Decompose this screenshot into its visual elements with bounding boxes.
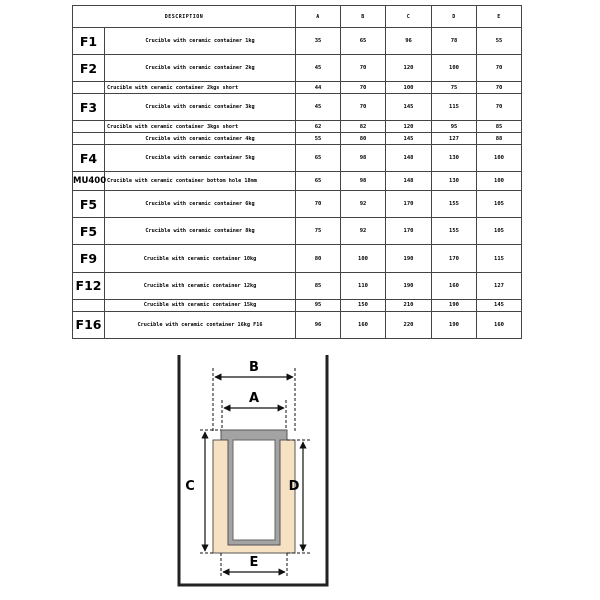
dim-a-cell: 75 [296,218,341,245]
label-d: D [288,479,300,494]
dim-a-cell: 95 [296,299,341,311]
description-cell: Crucible with ceramic container 10kg [105,245,296,272]
header-description: DESCRIPTION [73,6,296,28]
dim-b-cell: 70 [341,82,386,94]
dim-d-cell: 160 [432,272,477,299]
label-e: E [249,555,259,570]
crucible-spec-table [72,5,522,339]
dim-e-cell: 55 [477,28,522,55]
dim-a-cell: 62 [296,121,341,133]
dim-a-cell: 45 [296,55,341,82]
model-code [73,133,105,145]
table-row [73,311,522,338]
header-e: E [477,6,522,28]
dim-e-cell: 70 [477,55,522,82]
model-code: F4 [73,145,105,172]
crucible-cavity [233,440,275,540]
dim-c-cell: 96 [386,28,432,55]
dim-d-cell: 155 [432,191,477,218]
dim-b-cell: 65 [341,28,386,55]
table-row [73,133,522,145]
dim-e-cell: 88 [477,133,522,145]
dim-c-cell: 145 [386,133,432,145]
table-row [73,28,522,55]
header-b: B [341,6,386,28]
crucible-dimension-diagram [0,350,600,600]
description-cell: Crucible with ceramic container 15kg [105,299,296,311]
header-a: A [296,6,341,28]
table-row [73,145,522,172]
dim-a-cell: 45 [296,94,341,121]
model-code: F12 [73,272,105,299]
model-code: F1 [73,28,105,55]
dim-a-cell: 65 [296,172,341,191]
dim-c-cell: 210 [386,299,432,311]
dim-e-cell: 105 [477,191,522,218]
dim-c-cell: 170 [386,191,432,218]
dim-a-cell: 96 [296,311,341,338]
description-cell: Crucible with ceramic container 1kg [105,28,296,55]
dim-b-cell: 98 [341,172,386,191]
dim-c-cell: 148 [386,145,432,172]
dim-e-cell: 70 [477,94,522,121]
table-row [73,172,522,191]
dim-a-cell: 44 [296,82,341,94]
label-a: A [248,391,260,406]
description-cell: Crucible with ceramic container 2kgs short [105,82,296,94]
table-row [73,272,522,299]
table-row [73,121,522,133]
dim-d-cell: 78 [432,28,477,55]
label-c: C [185,479,195,494]
table-row [73,218,522,245]
dim-b-cell: 92 [341,218,386,245]
dim-b-cell: 160 [341,311,386,338]
dim-b-cell: 92 [341,191,386,218]
dim-e-cell: 115 [477,245,522,272]
description-cell: Crucible with ceramic container 2kg [105,55,296,82]
header-c: C [386,6,432,28]
dim-d-cell: 127 [432,133,477,145]
description-cell: Crucible with ceramic container 4kg [105,133,296,145]
description-cell: Crucible with ceramic container bottom hole 18mm [105,172,296,191]
description-cell: Crucible with ceramic container 5kg [105,145,296,172]
dim-d-cell: 130 [432,172,477,191]
dim-d-cell: 115 [432,94,477,121]
dim-a-cell: 80 [296,245,341,272]
table-row [73,82,522,94]
dim-a-cell: 35 [296,28,341,55]
dim-b-cell: 100 [341,245,386,272]
model-code: F9 [73,245,105,272]
dim-d-cell: 130 [432,145,477,172]
dim-b-cell: 80 [341,133,386,145]
dim-c-cell: 120 [386,55,432,82]
dim-e-cell: 100 [477,145,522,172]
dim-b-cell: 150 [341,299,386,311]
table-row [73,245,522,272]
description-cell: Crucible with ceramic container 8kg [105,218,296,245]
dim-c-cell: 145 [386,94,432,121]
description-cell: Crucible with ceramic container 3kg [105,94,296,121]
model-code: MU400 [73,172,105,191]
dim-e-cell: 145 [477,299,522,311]
dim-a-cell: 70 [296,191,341,218]
dim-d-cell: 190 [432,299,477,311]
dim-d-cell: 100 [432,55,477,82]
dim-e-cell: 105 [477,218,522,245]
model-code [73,82,105,94]
dim-e-cell: 127 [477,272,522,299]
description-cell: Crucible with ceramic container 12kg [105,272,296,299]
model-code: F3 [73,94,105,121]
dim-d-cell: 190 [432,311,477,338]
table-row [73,55,522,82]
model-code: F5 [73,218,105,245]
dim-d-cell: 155 [432,218,477,245]
dim-d-cell: 170 [432,245,477,272]
description-cell: Crucible with ceramic container 3kgs short [105,121,296,133]
dim-b-cell: 98 [341,145,386,172]
dim-e-cell: 100 [477,172,522,191]
table-header-row [73,6,522,28]
dim-d-cell: 95 [432,121,477,133]
dim-b-cell: 82 [341,121,386,133]
dim-c-cell: 148 [386,172,432,191]
model-code [73,299,105,311]
dim-c-cell: 100 [386,82,432,94]
dim-d-cell: 75 [432,82,477,94]
model-code: F5 [73,191,105,218]
dim-e-cell: 85 [477,121,522,133]
dim-b-cell: 70 [341,94,386,121]
table-row [73,94,522,121]
dim-e-cell: 70 [477,82,522,94]
dim-b-cell: 110 [341,272,386,299]
dim-c-cell: 120 [386,121,432,133]
header-d: D [432,6,477,28]
model-code: F16 [73,311,105,338]
dim-a-cell: 65 [296,145,341,172]
dim-c-cell: 190 [386,245,432,272]
dim-a-cell: 85 [296,272,341,299]
table-row [73,299,522,311]
table-row [73,191,522,218]
dim-c-cell: 190 [386,272,432,299]
description-cell: Crucible with ceramic container 16kg F16 [105,311,296,338]
dim-c-cell: 220 [386,311,432,338]
label-b: B [249,360,259,375]
dim-a-cell: 55 [296,133,341,145]
model-code: F2 [73,55,105,82]
dim-c-cell: 170 [386,218,432,245]
model-code [73,121,105,133]
dim-b-cell: 70 [341,55,386,82]
description-cell: Crucible with ceramic container 6kg [105,191,296,218]
dim-e-cell: 160 [477,311,522,338]
